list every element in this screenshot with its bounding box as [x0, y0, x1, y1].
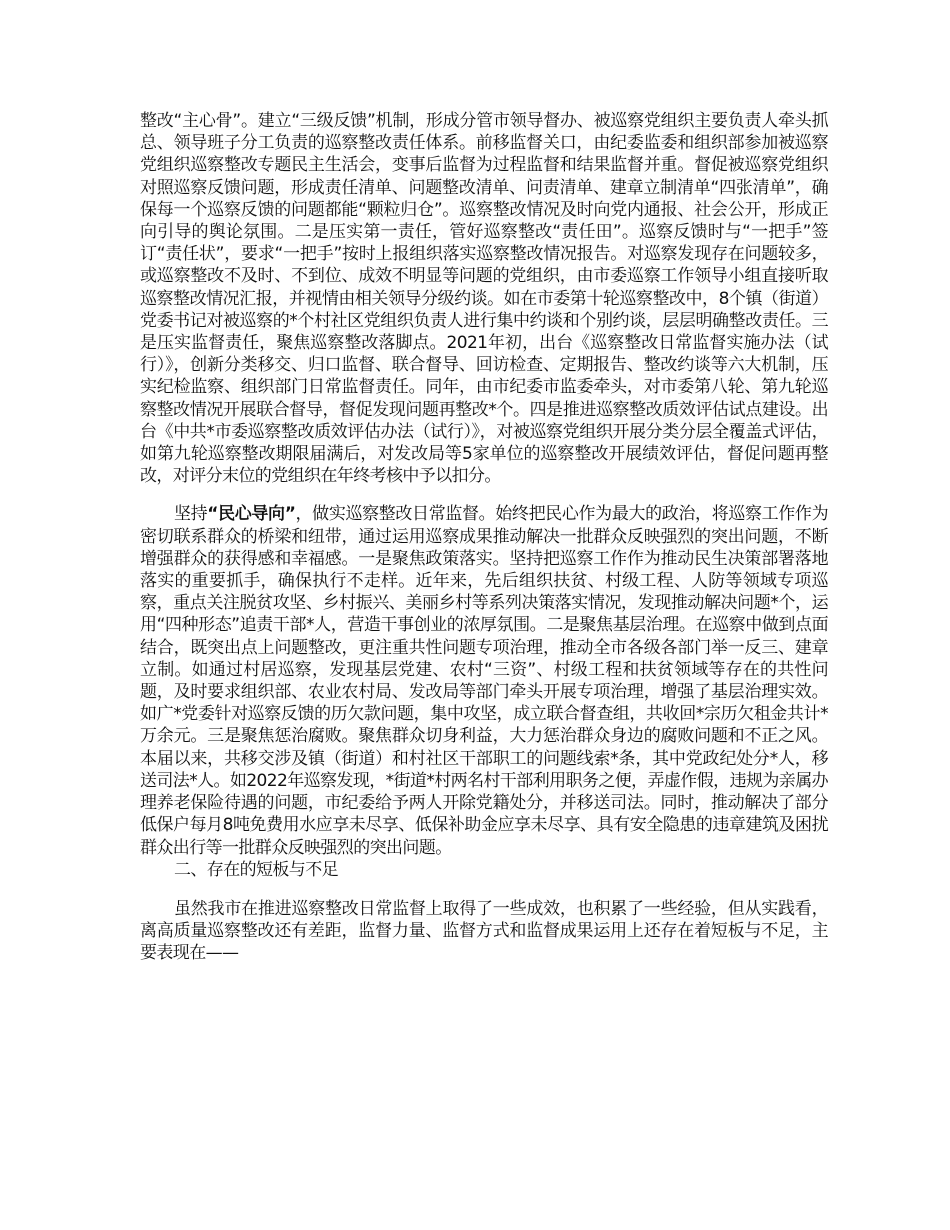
paragraph-lead-bold: “民心导向”: [207, 504, 296, 525]
paragraph-people-oriented: [140, 503, 828, 858]
paragraph-shortcomings: 虽然我市在推进巡察整改日常监督上取得了一些成效，也积累了一些经验，但从实践看，离高质量巡察整改还有差距，监督力量、监督方式和监督成果运用上还存在着短板与不足，主要表现在——: [140, 898, 828, 964]
section-heading: 二、存在的短板与不足: [174, 859, 338, 880]
document-page: [140, 110, 828, 965]
paragraph-body: ，做实巡察整改日常监督。始终把民心作为最大的政治，将巡察工作作为密切联系群众的桥梁和纽带，通过运用巡察成果推动解决一批群众反映强烈的突出问题，不断增强群众的获得感和幸福感。一是聚焦政策落实。坚持把巡察工作作为推动民生决策部署落地落实的重要抓手，确保执行不走样。近年来，先后组织扶贫、村级工程、人防等领域专项巡察，重点关注脱贫攻坚、乡村振兴、美丽乡村等系列决策落实情况，发现推动解决问题*个，运用“四种形态”追责干部*人，营造干事创业的浓厚氛围。二是聚焦基层治理。在巡察中做到点面结合，既突出点上问题整改，更注重共性问题专项治理，推动全市各级各部门举一反三、建章立制。如通过村居巡察，发现基层党建、农村“三资”、村级工程和扶贫领域等存在的共性问题，及时要求组织部、农业农村局、发改局等部门牵头开展专项治理，增强了基层治理实效。如广*党委针对巡察反馈的历欠款问题，集中攻坚，成立联合督查组，共收回*宗历欠租金共计*万余元。三是聚焦惩治腐败。聚焦群众切身利益，大力惩治群众身边的腐败问题和不正之风。本届以来，共移交涉及镇（街道）和村社区干部职工的问题线索*条，其中党政纪处分*人，移送司法*人。如2022年巡察发现，*街道*村两名村干部利用职务之便，弄虚作假，违规为亲属办理养老保险待遇的问题，市纪委给予两人开除党籍处分，并移送司法。同时，推动解决了部分低保户每月8吨免费用水应享未尽享、低保补助金应享未尽享、具有安全隐患的违章建筑及困扰群众出行等一批群众反映强烈的突出问题。: [140, 504, 828, 858]
paragraph-rectification-mechanism: 整改“主心骨”。建立“三级反馈”机制，形成分管市领导督办、被巡察党组织主要负责人牵头抓总、领导班子分工负责的巡察整改责任体系。前移监督关口，由纪委监委和组织部参加被巡察党组织巡察整改专题民主生活会，变事后监督为过程监督和结果监督并重。督促被巡察党组织对照巡察反馈问题，形成责任清单、问题整改清单、问责清单、建章立制清单“四张清单”，确保每一个巡察反馈的问题都能“颗粒归仓”。巡察整改情况及时向党内通报、社会公开，形成正向引导的舆论氛围。二是压实第一责任，管好巡察整改“责任田”。巡察反馈时与“一把手”签订“责任状”，要求“一把手”按时上报组织落实巡察整改情况报告。对巡察发现存在问题较多，或巡察整改不及时、不到位、成效不明显等问题的党组织，由市委巡察工作领导小组直接听取巡察整改情况汇报，并视情由相关领导分级约谈。如在市委第十轮巡察整改中，8个镇（街道）党委书记对被巡察的*个村社区党组织负责人进行集中约谈和个别约谈，层层明确整改责任。三是压实监督责任，聚焦巡察整改落脚点。2021年初，出台《巡察整改日常监督实施办法（试行）》，创新分类移交、归口监督、联合督导、回访检查、定期报告、整改约谈等六大机制，压实纪检监察、组织部门日常监督责任。同年，由市纪委市监委牵头，对市委第八轮、第九轮巡察整改情况开展联合督导，督促发现问题再整改*个。四是推进巡察整改质效评估试点建设。出台《中共*市委巡察整改质效评估办法（试行）》，对被巡察党组织开展分类分层全覆盖式评估，如第九轮巡察整改期限届满后，对发改局等5家单位的巡察整改开展绩效评估，督促问题再整改，对评分末位的党组织在年终考核中予以扣分。: [140, 111, 828, 487]
paragraph-lead: 坚持: [174, 504, 208, 525]
